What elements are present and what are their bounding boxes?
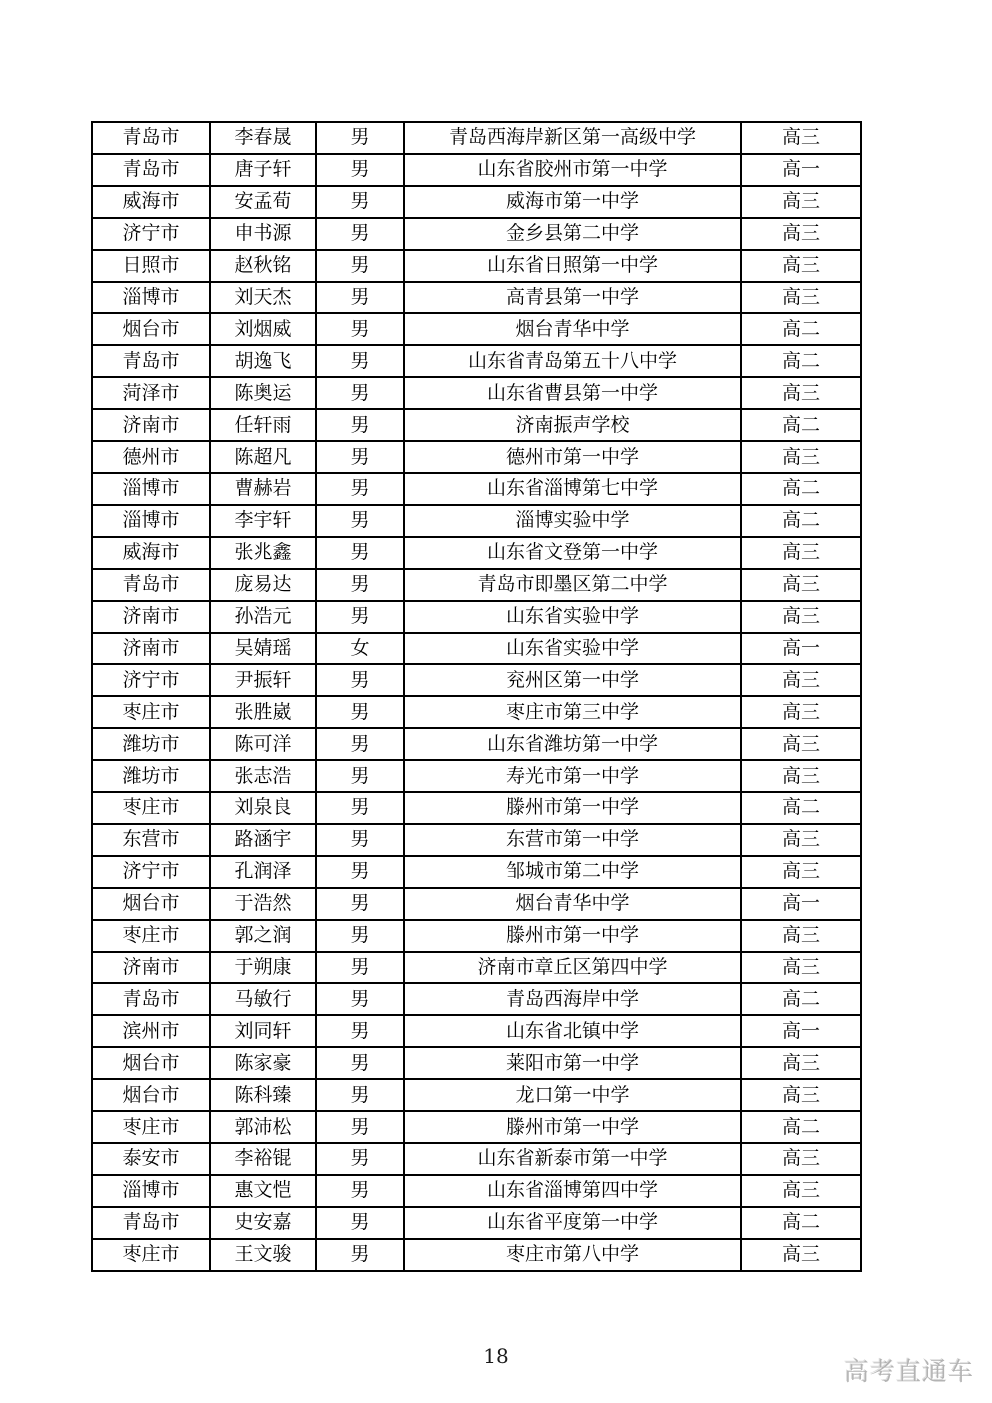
city-cell: 淄博市 [92,473,210,505]
city-cell: 青岛市 [92,345,210,377]
name-cell: 刘泉良 [210,792,316,824]
gender-cell: 男 [316,313,404,345]
grade-cell: 高一 [741,154,861,186]
grade-cell: 高三 [741,122,861,154]
grade-cell: 高三 [741,218,861,250]
watermark-logo: 高考直通车 [843,1357,974,1386]
grade-cell: 高三 [741,441,861,473]
name-cell: 庞易达 [210,569,316,601]
school-cell: 金乡县第二中学 [404,218,741,250]
grade-cell: 高二 [741,473,861,505]
table-row [92,1207,861,1239]
table-row [92,633,861,665]
table-row [92,1047,861,1079]
city-cell: 潍坊市 [92,760,210,792]
table-row [92,377,861,409]
gender-cell: 男 [316,409,404,441]
gender-cell: 男 [316,345,404,377]
city-cell: 枣庄市 [92,792,210,824]
gender-cell: 男 [316,505,404,537]
grade-cell: 高三 [741,728,861,760]
name-cell: 路涵宇 [210,824,316,856]
grade-cell: 高三 [741,1047,861,1079]
gender-cell: 男 [316,1175,404,1207]
city-cell: 枣庄市 [92,1111,210,1143]
grade-cell: 高三 [741,1175,861,1207]
name-cell: 刘烟威 [210,313,316,345]
school-cell: 山东省实验中学 [404,633,741,665]
city-cell: 日照市 [92,250,210,282]
table-row [92,409,861,441]
city-cell: 济南市 [92,601,210,633]
name-cell: 王文骏 [210,1239,316,1271]
school-cell: 兖州区第一中学 [404,664,741,696]
grade-cell: 高三 [741,920,861,952]
gender-cell: 男 [316,888,404,920]
school-cell: 济南振声学校 [404,409,741,441]
city-cell: 济宁市 [92,218,210,250]
school-cell: 青岛西海岸中学 [404,983,741,1015]
school-cell: 烟台青华中学 [404,888,741,920]
grade-cell: 高三 [741,537,861,569]
gender-cell: 男 [316,282,404,314]
gender-cell: 女 [316,633,404,665]
grade-cell: 高二 [741,505,861,537]
city-cell: 济宁市 [92,856,210,888]
grade-cell: 高三 [741,250,861,282]
city-cell: 烟台市 [92,1079,210,1111]
name-cell: 吴婧瑶 [210,633,316,665]
table-row [92,313,861,345]
gender-cell: 男 [316,1015,404,1047]
city-cell: 济南市 [92,409,210,441]
name-cell: 李宇轩 [210,505,316,537]
table-row [92,186,861,218]
name-cell: 郭沛松 [210,1111,316,1143]
name-cell: 胡逸飞 [210,345,316,377]
city-cell: 烟台市 [92,888,210,920]
name-cell: 陈超凡 [210,441,316,473]
school-cell: 山东省日照第一中学 [404,250,741,282]
name-cell: 李春晟 [210,122,316,154]
school-cell: 淄博实验中学 [404,505,741,537]
name-cell: 张志浩 [210,760,316,792]
table-row [92,473,861,505]
city-cell: 枣庄市 [92,1239,210,1271]
name-cell: 陈家豪 [210,1047,316,1079]
gender-cell: 男 [316,1239,404,1271]
grade-cell: 高三 [741,186,861,218]
grade-cell: 高三 [741,1143,861,1175]
table-row [92,1111,861,1143]
school-cell: 青岛西海岸新区第一高级中学 [404,122,741,154]
gender-cell: 男 [316,537,404,569]
city-cell: 青岛市 [92,569,210,601]
gender-cell: 男 [316,218,404,250]
city-cell: 潍坊市 [92,728,210,760]
grade-cell: 高三 [741,569,861,601]
school-cell: 滕州市第一中学 [404,1111,741,1143]
name-cell: 孔润泽 [210,856,316,888]
table-row [92,1239,861,1271]
name-cell: 张兆鑫 [210,537,316,569]
school-cell: 山东省淄博第四中学 [404,1175,741,1207]
name-cell: 于朔康 [210,952,316,984]
school-cell: 山东省文登第一中学 [404,537,741,569]
grade-cell: 高一 [741,888,861,920]
school-cell: 烟台青华中学 [404,313,741,345]
grade-cell: 高二 [741,345,861,377]
gender-cell: 男 [316,1207,404,1239]
gender-cell: 男 [316,824,404,856]
school-cell: 济南市章丘区第四中学 [404,952,741,984]
gender-cell: 男 [316,569,404,601]
school-cell: 邹城市第二中学 [404,856,741,888]
city-cell: 青岛市 [92,154,210,186]
gender-cell: 男 [316,728,404,760]
gender-cell: 男 [316,856,404,888]
school-cell: 山东省实验中学 [404,601,741,633]
gender-cell: 男 [316,792,404,824]
city-cell: 青岛市 [92,1207,210,1239]
table-row [92,792,861,824]
table-row [92,696,861,728]
grade-cell: 高三 [741,856,861,888]
gender-cell: 男 [316,1079,404,1111]
table-row [92,760,861,792]
city-cell: 济南市 [92,952,210,984]
school-cell: 山东省新泰市第一中学 [404,1143,741,1175]
table-row [92,505,861,537]
name-cell: 赵秋铭 [210,250,316,282]
school-cell: 山东省曹县第一中学 [404,377,741,409]
grade-cell: 高三 [741,664,861,696]
table-row [92,154,861,186]
name-cell: 尹振轩 [210,664,316,696]
grade-cell: 高二 [741,313,861,345]
school-cell: 枣庄市第八中学 [404,1239,741,1271]
grade-cell: 高二 [741,792,861,824]
city-cell: 菏泽市 [92,377,210,409]
school-cell: 龙口第一中学 [404,1079,741,1111]
table-row [92,537,861,569]
table-row [92,856,861,888]
grade-cell: 高一 [741,1015,861,1047]
city-cell: 烟台市 [92,1047,210,1079]
table-row [92,664,861,696]
city-cell: 淄博市 [92,505,210,537]
grade-cell: 高三 [741,760,861,792]
gender-cell: 男 [316,1047,404,1079]
table-row [92,569,861,601]
table-row [92,983,861,1015]
name-cell: 于浩然 [210,888,316,920]
name-cell: 申书源 [210,218,316,250]
gender-cell: 男 [316,441,404,473]
city-cell: 淄博市 [92,282,210,314]
table-row [92,1175,861,1207]
grade-cell: 高三 [741,824,861,856]
table-row [92,250,861,282]
grade-cell: 高二 [741,1111,861,1143]
name-cell: 陈奥运 [210,377,316,409]
name-cell: 史安嘉 [210,1207,316,1239]
gender-cell: 男 [316,154,404,186]
grade-cell: 高三 [741,601,861,633]
name-cell: 安孟荀 [210,186,316,218]
gender-cell: 男 [316,473,404,505]
table-row [92,920,861,952]
school-cell: 山东省平度第一中学 [404,1207,741,1239]
grade-cell: 高三 [741,282,861,314]
table-row [92,1079,861,1111]
name-cell: 任轩雨 [210,409,316,441]
grade-cell: 高二 [741,1207,861,1239]
table-row [92,345,861,377]
name-cell: 刘同轩 [210,1015,316,1047]
gender-cell: 男 [316,186,404,218]
name-cell: 曹赫岩 [210,473,316,505]
city-cell: 济宁市 [92,664,210,696]
school-cell: 德州市第一中学 [404,441,741,473]
city-cell: 德州市 [92,441,210,473]
table-row [92,728,861,760]
city-cell: 滨州市 [92,1015,210,1047]
table-row [92,952,861,984]
school-cell: 青岛市即墨区第二中学 [404,569,741,601]
school-cell: 滕州市第一中学 [404,792,741,824]
school-cell: 山东省青岛第五十八中学 [404,345,741,377]
name-cell: 郭之润 [210,920,316,952]
school-cell: 寿光市第一中学 [404,760,741,792]
gender-cell: 男 [316,983,404,1015]
name-cell: 马敏行 [210,983,316,1015]
table-row [92,824,861,856]
city-cell: 枣庄市 [92,920,210,952]
name-cell: 孙浩元 [210,601,316,633]
school-cell: 山东省胶州市第一中学 [404,154,741,186]
table-row [92,1015,861,1047]
grade-cell: 高三 [741,1079,861,1111]
gender-cell: 男 [316,122,404,154]
name-cell: 陈科臻 [210,1079,316,1111]
name-cell: 惠文恺 [210,1175,316,1207]
name-cell: 刘天杰 [210,282,316,314]
gender-cell: 男 [316,696,404,728]
city-cell: 威海市 [92,186,210,218]
grade-cell: 高二 [741,409,861,441]
gender-cell: 男 [316,1143,404,1175]
grade-cell: 高二 [741,983,861,1015]
page-number: 18 [483,1344,509,1368]
grade-cell: 高三 [741,696,861,728]
gender-cell: 男 [316,250,404,282]
grade-cell: 高三 [741,377,861,409]
name-cell: 唐子轩 [210,154,316,186]
city-cell: 威海市 [92,537,210,569]
city-cell: 青岛市 [92,983,210,1015]
city-cell: 淄博市 [92,1175,210,1207]
grade-cell: 高一 [741,633,861,665]
school-cell: 莱阳市第一中学 [404,1047,741,1079]
school-cell: 滕州市第一中学 [404,920,741,952]
grade-cell: 高三 [741,952,861,984]
gender-cell: 男 [316,601,404,633]
table-row [92,282,861,314]
school-cell: 东营市第一中学 [404,824,741,856]
city-cell: 烟台市 [92,313,210,345]
gender-cell: 男 [316,952,404,984]
student-table-body [92,122,861,1271]
city-cell: 青岛市 [92,122,210,154]
school-cell: 山东省淄博第七中学 [404,473,741,505]
table-row [92,888,861,920]
gender-cell: 男 [316,664,404,696]
name-cell: 张胜崴 [210,696,316,728]
city-cell: 济南市 [92,633,210,665]
gender-cell: 男 [316,377,404,409]
city-cell: 枣庄市 [92,696,210,728]
gender-cell: 男 [316,760,404,792]
table-row [92,218,861,250]
city-cell: 东营市 [92,824,210,856]
name-cell: 陈可洋 [210,728,316,760]
school-cell: 山东省北镇中学 [404,1015,741,1047]
student-table [91,121,862,1272]
gender-cell: 男 [316,1111,404,1143]
table-row [92,122,861,154]
table-row [92,441,861,473]
table-row [92,601,861,633]
name-cell: 李裕锟 [210,1143,316,1175]
gender-cell: 男 [316,920,404,952]
school-cell: 山东省潍坊第一中学 [404,728,741,760]
city-cell: 泰安市 [92,1143,210,1175]
school-cell: 枣庄市第三中学 [404,696,741,728]
school-cell: 威海市第一中学 [404,186,741,218]
school-cell: 高青县第一中学 [404,282,741,314]
table-row [92,1143,861,1175]
grade-cell: 高三 [741,1239,861,1271]
